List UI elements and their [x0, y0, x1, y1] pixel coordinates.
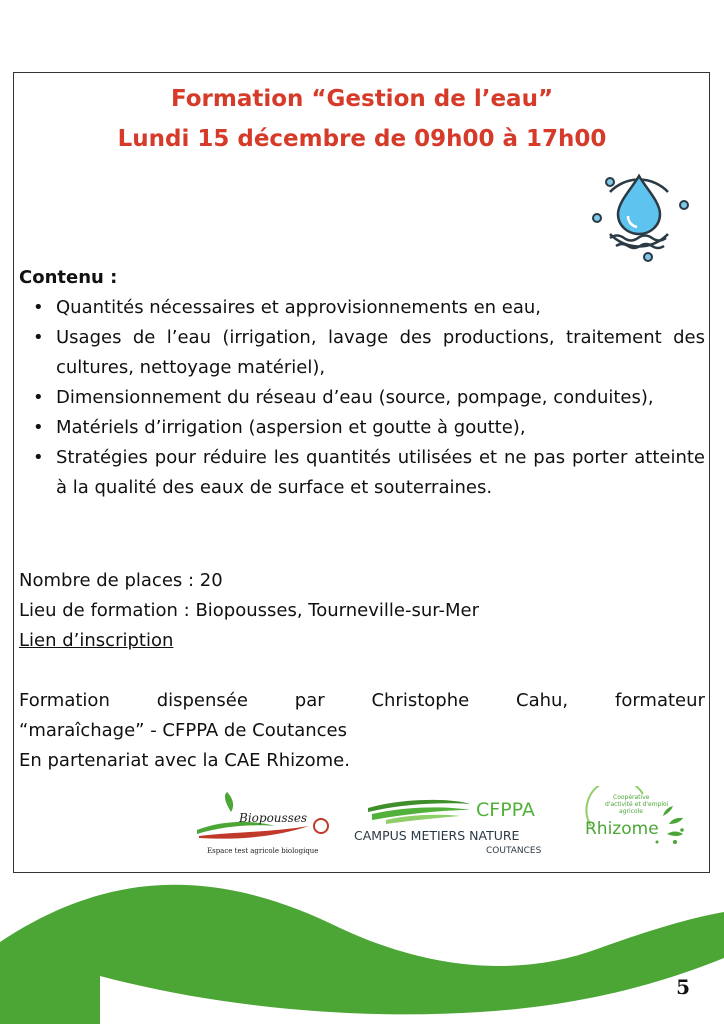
partner-logos: [0, 780, 724, 860]
title-line-2: Lundi 15 décembre de 09h00 à 17h00: [117, 126, 607, 152]
credits-block: [19, 686, 705, 776]
credits-line-1: Formation dispensée par Christophe Cahu, formateur: [19, 690, 705, 711]
list-item: • Usages de l’eau (irrigation, lavage des productions, traitement des cultures, nettoyage matériel),: [33, 327, 705, 378]
svg-text:agricole: agricole: [619, 808, 643, 815]
registration-link[interactable]: Lien d’inscription: [19, 630, 174, 651]
rhizome-logo: [583, 786, 689, 854]
places-count: Nombre de places : 20: [19, 570, 223, 591]
list-item: • Stratégies pour réduire les quantités utilisées et ne pas porter atteinte à la qualité des eaux de surface et souterraines.: [33, 447, 705, 498]
content-list: [19, 293, 705, 503]
water-drop-icon: [588, 162, 690, 264]
svg-text:d'activité et d'emploi: d'activité et d'emploi: [605, 801, 669, 808]
page-number: 5: [676, 975, 690, 999]
svg-text:CAMPUS METIERS NATURE: CAMPUS METIERS NATURE: [354, 828, 520, 843]
location: Lieu de formation : Biopousses, Tourneville-sur-Mer: [19, 600, 479, 621]
svg-text:CFPPA: CFPPA: [476, 799, 535, 821]
credits-line-2: “maraîchage” - CFPPA de Coutances: [19, 720, 347, 741]
list-item: • Matériels d’irrigation (aspersion et goutte à goutte),: [33, 417, 526, 438]
title-line-1: Formation “Gestion de l’eau”: [170, 86, 554, 112]
svg-text:Espace test agricole biologiqu: Espace test agricole biologique: [207, 847, 319, 855]
biopousses-logo: [193, 790, 333, 856]
info-block: [19, 566, 705, 656]
content-heading: Contenu :: [19, 267, 118, 288]
cfppa-logo: [352, 794, 552, 854]
list-item: • Dimensionnement du réseau d’eau (source, pompage, conduites),: [33, 387, 654, 408]
svg-text:Biopousses: Biopousses: [239, 811, 308, 825]
credits-line-3: En partenariat avec la CAE Rhizome.: [19, 750, 350, 771]
decorative-green-wave: [0, 880, 724, 1024]
svg-text:Rhizome: Rhizome: [585, 819, 659, 839]
svg-text:Coopérative: Coopérative: [613, 794, 650, 801]
list-item: • Quantités nécessaires et approvisionnements en eau,: [33, 297, 542, 318]
svg-text:COUTANCES: COUTANCES: [486, 846, 542, 854]
